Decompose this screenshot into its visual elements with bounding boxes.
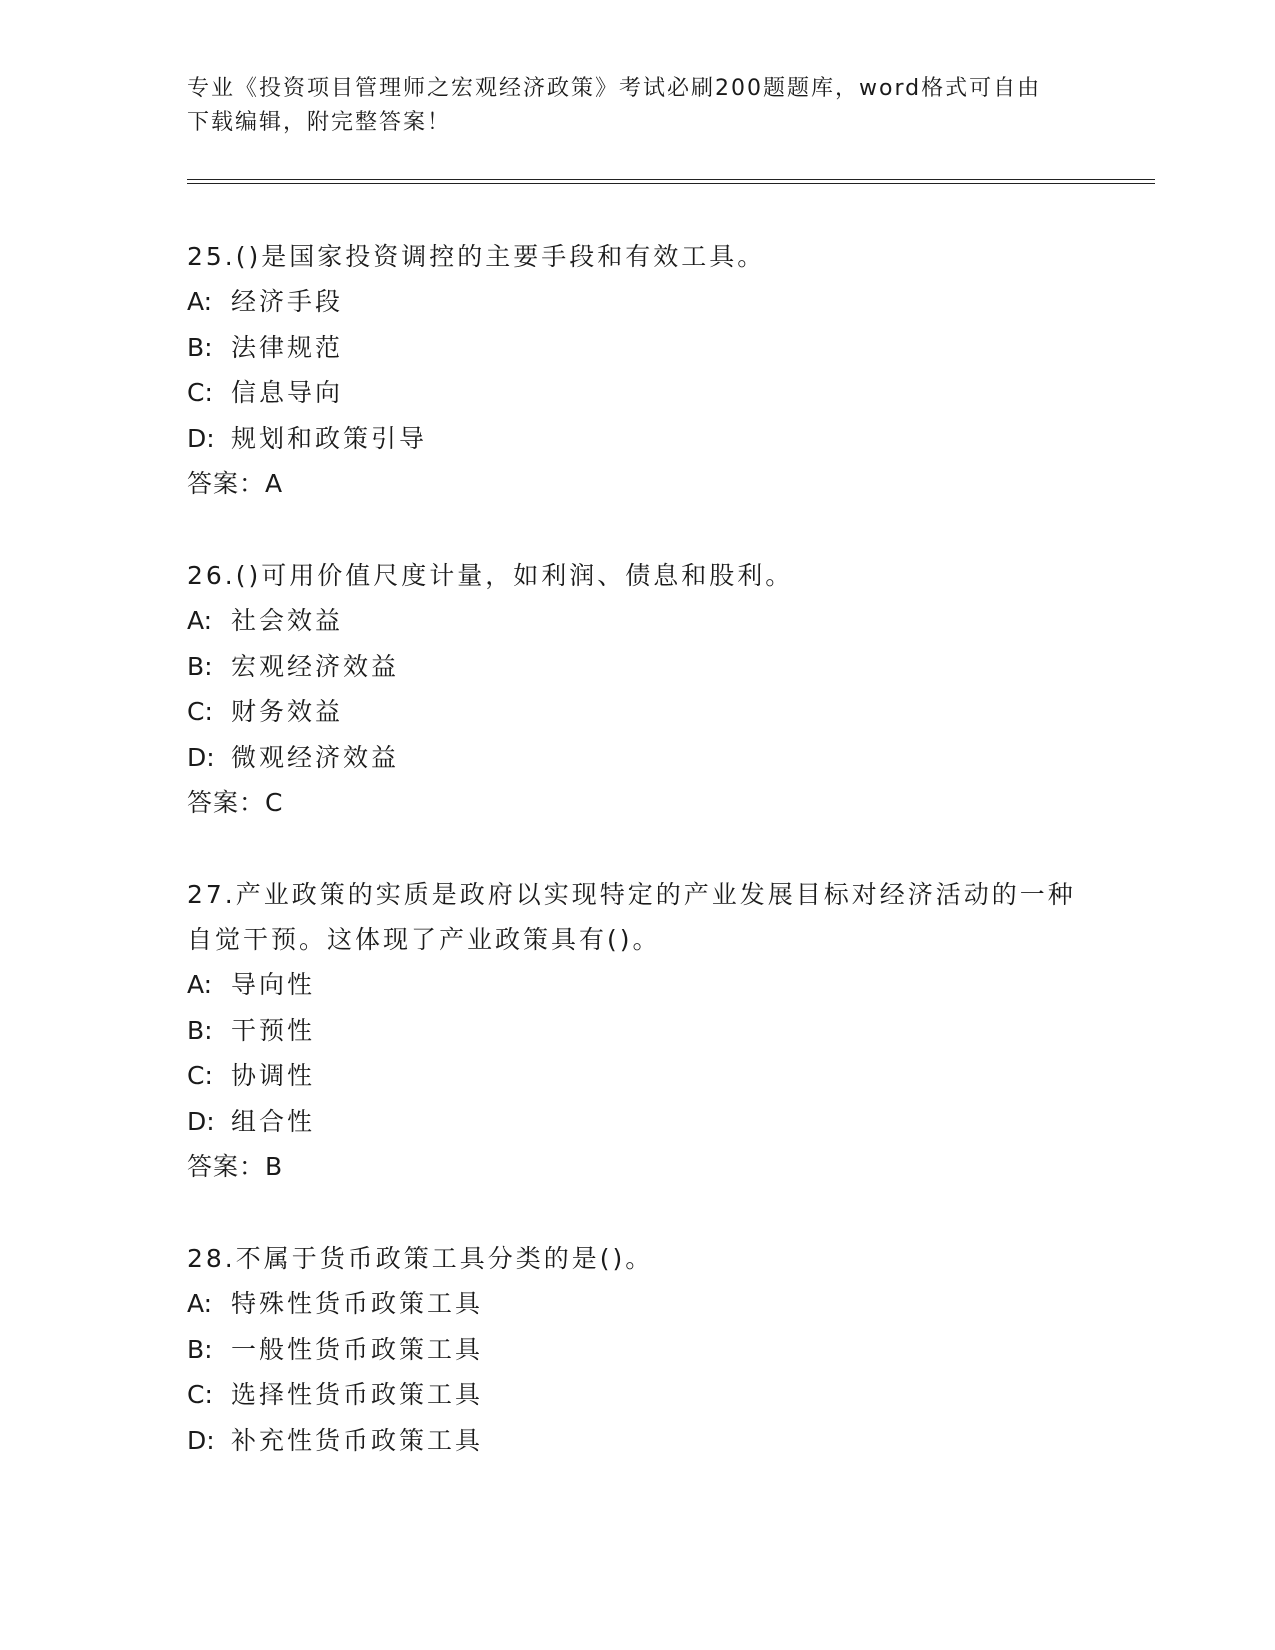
option-a bbox=[187, 279, 1087, 325]
option-b bbox=[187, 325, 1087, 371]
option-letter: D: bbox=[187, 423, 215, 453]
option-letter: B: bbox=[187, 1334, 213, 1364]
option-text: 组合性 bbox=[231, 1106, 316, 1136]
answer-line: 答案：C bbox=[187, 788, 284, 817]
option-d bbox=[187, 1418, 1087, 1464]
question-stem: 28.不属于货币政策工具分类的是()。 bbox=[187, 1244, 654, 1273]
question-stem: 25.()是国家投资调控的主要手段和有效工具。 bbox=[187, 242, 766, 271]
option-a bbox=[187, 598, 1087, 644]
option-text: 协调性 bbox=[231, 1061, 316, 1090]
option-c bbox=[187, 1372, 1087, 1418]
option-text: 干预性 bbox=[231, 1015, 316, 1045]
question-stem: 27.产业政策的实质是政府以实现特定的产业发展目标对经济活动的一种自觉干预。这体现了产业政策具有()。 bbox=[187, 880, 1076, 954]
intro-line-1: 专业《投资项目管理师之宏观经济政策》考试必刷200题题库，word格式可自由 bbox=[187, 76, 1042, 101]
option-text: 宏观经济效益 bbox=[231, 651, 400, 681]
option-text: 选择性货币政策工具 bbox=[231, 1380, 484, 1409]
option-b bbox=[187, 644, 1087, 690]
option-a bbox=[187, 962, 1087, 1008]
option-text: 导向性 bbox=[231, 970, 316, 999]
option-letter: B: bbox=[187, 651, 213, 681]
option-c bbox=[187, 689, 1087, 735]
option-text: 特殊性货币政策工具 bbox=[231, 1289, 484, 1318]
header-divider-bottom bbox=[187, 183, 1155, 184]
option-letter: C: bbox=[187, 378, 213, 407]
option-b bbox=[187, 1008, 1087, 1054]
option-text: 一般性货币政策工具 bbox=[231, 1334, 484, 1364]
option-text: 规划和政策引导 bbox=[231, 423, 428, 453]
intro-line-2: 下载编辑，附完整答案！ bbox=[187, 110, 452, 135]
question-27 bbox=[187, 872, 1087, 1189]
question-26 bbox=[187, 553, 1087, 825]
option-text: 经济手段 bbox=[231, 287, 344, 316]
option-d bbox=[187, 1099, 1087, 1145]
option-letter: D: bbox=[187, 1425, 215, 1455]
option-c bbox=[187, 1053, 1087, 1099]
option-letter: C: bbox=[187, 697, 213, 726]
option-letter: D: bbox=[187, 742, 215, 772]
option-letter: A: bbox=[187, 1289, 213, 1318]
option-letter: A: bbox=[187, 287, 213, 316]
question-25 bbox=[187, 234, 1087, 506]
option-text: 法律规范 bbox=[231, 332, 344, 362]
answer-line: 答案：A bbox=[187, 469, 284, 498]
option-letter: C: bbox=[187, 1380, 213, 1409]
option-d bbox=[187, 735, 1087, 781]
option-letter: D: bbox=[187, 1106, 215, 1136]
option-letter: B: bbox=[187, 1015, 213, 1045]
option-b bbox=[187, 1327, 1087, 1373]
document-intro bbox=[187, 72, 1067, 140]
option-text: 补充性货币政策工具 bbox=[231, 1425, 484, 1455]
option-c bbox=[187, 370, 1087, 416]
option-d bbox=[187, 416, 1087, 462]
header-divider-top bbox=[187, 179, 1155, 180]
option-letter: A: bbox=[187, 606, 213, 635]
option-letter: B: bbox=[187, 332, 213, 362]
option-letter: C: bbox=[187, 1061, 213, 1090]
option-text: 社会效益 bbox=[231, 606, 344, 635]
option-text: 微观经济效益 bbox=[231, 742, 400, 772]
option-text: 财务效益 bbox=[231, 697, 344, 726]
option-a bbox=[187, 1281, 1087, 1327]
option-letter: A: bbox=[187, 970, 213, 999]
question-28 bbox=[187, 1236, 1087, 1463]
question-stem: 26.()可用价值尺度计量，如利润、债息和股利。 bbox=[187, 561, 794, 590]
option-text: 信息导向 bbox=[231, 378, 344, 407]
answer-line: 答案：B bbox=[187, 1152, 284, 1181]
